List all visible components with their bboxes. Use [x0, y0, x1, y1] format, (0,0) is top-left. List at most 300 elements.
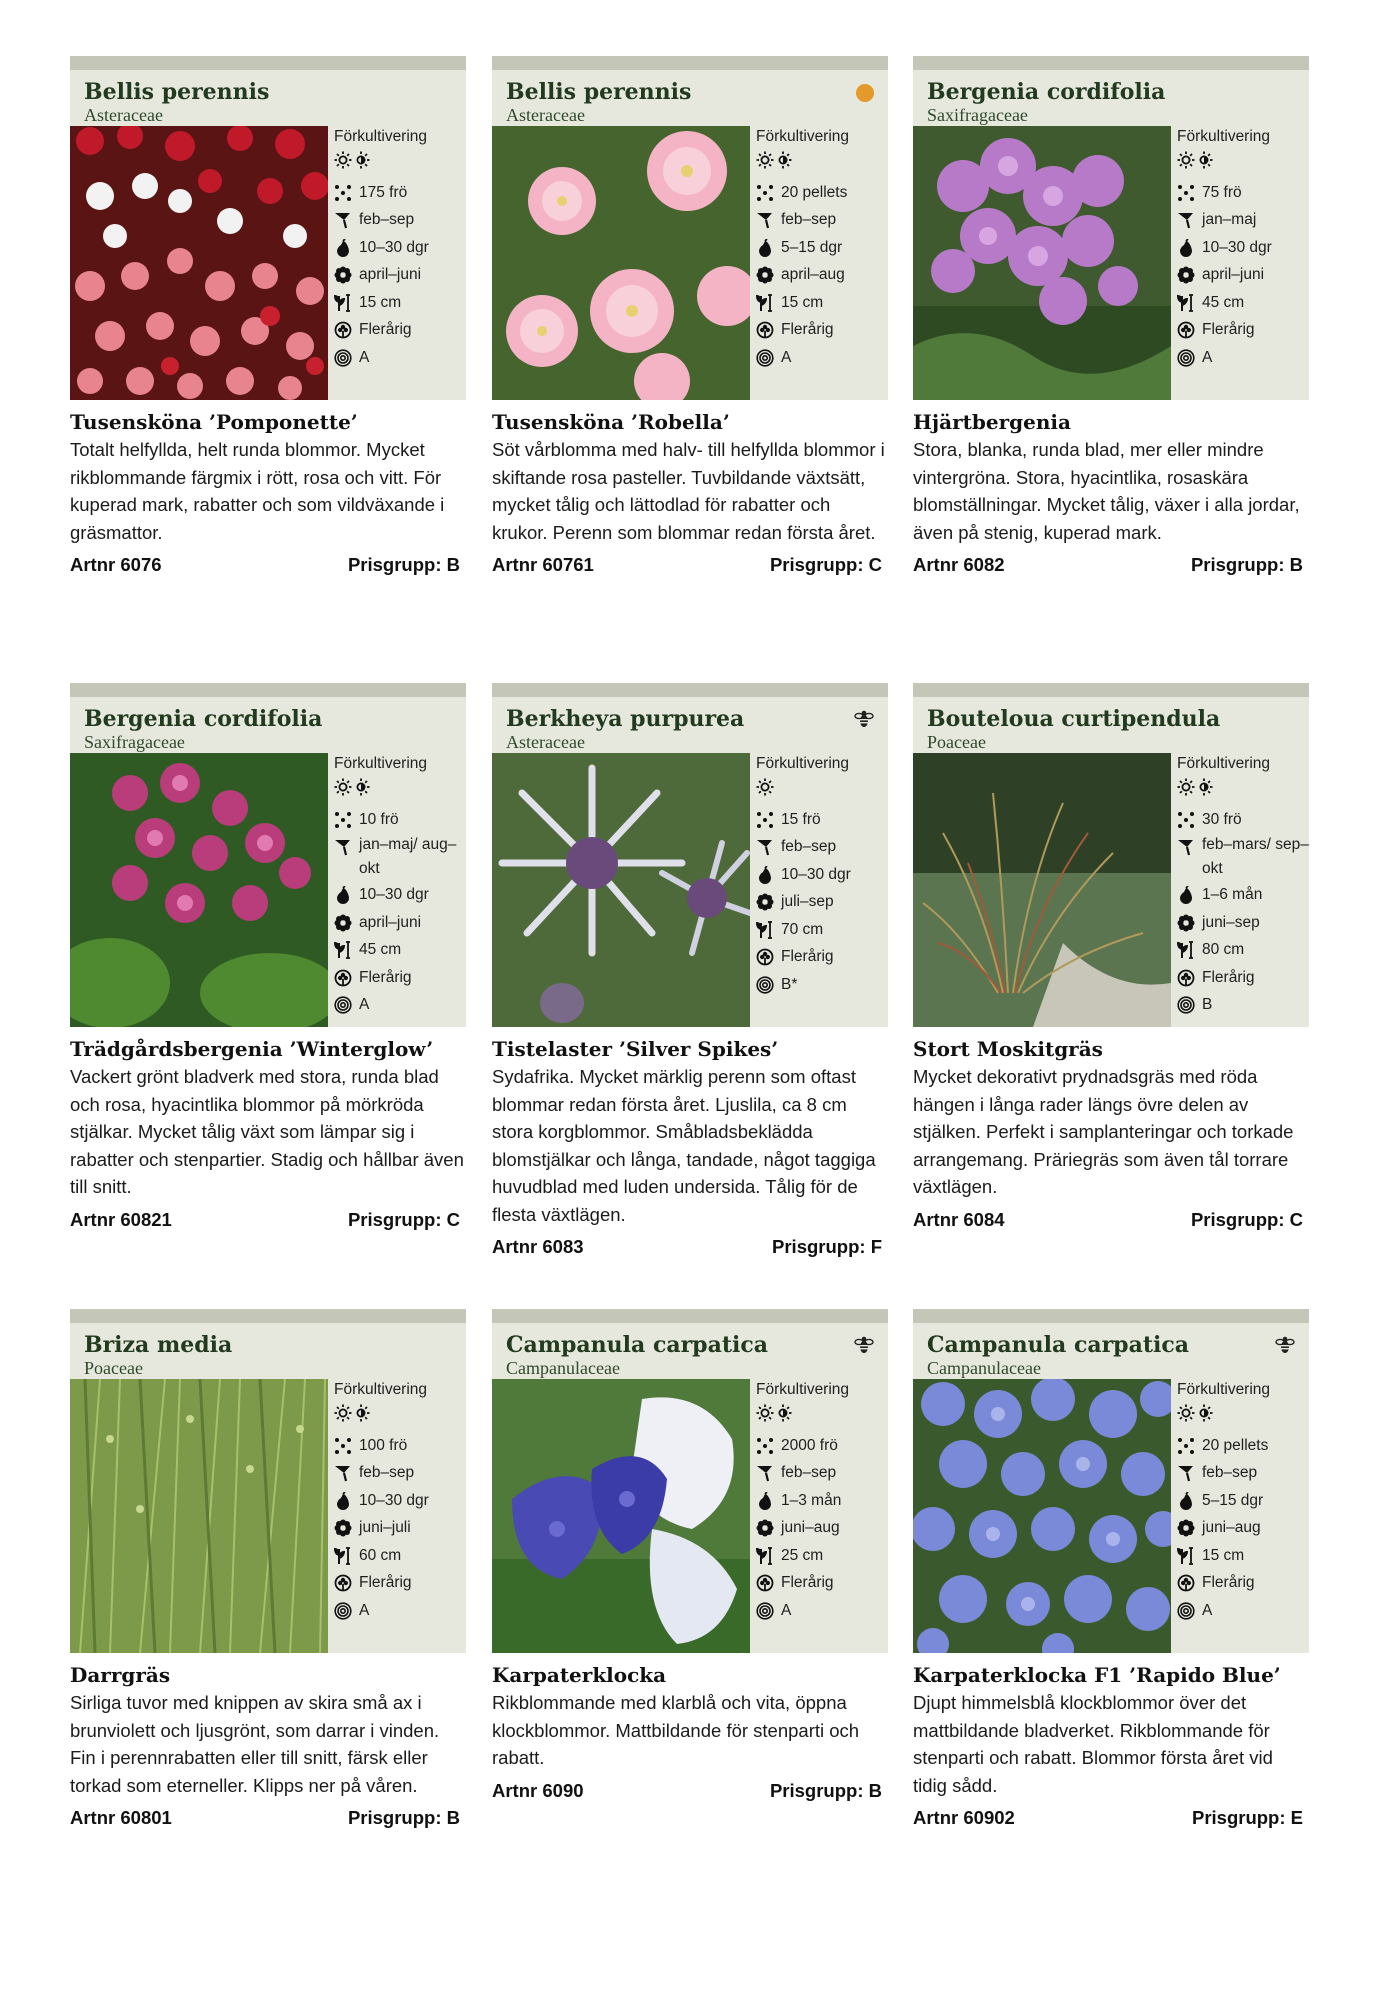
- facts-panel: [328, 753, 466, 1027]
- plant-height: 45 cm: [359, 941, 402, 958]
- price-group-value: B: [1289, 554, 1303, 575]
- seed-count: 30 frö: [1202, 810, 1242, 828]
- price-group: [1191, 554, 1303, 576]
- sun-icon: [756, 778, 774, 806]
- lifespan: Flerårig: [1202, 1574, 1255, 1591]
- height-icon: [1177, 1547, 1197, 1565]
- facts-panel: [328, 1379, 466, 1653]
- latin-name: Briza media: [84, 1332, 233, 1358]
- light-requirement: [756, 1404, 888, 1432]
- sun-icon: [1177, 1404, 1195, 1432]
- price-group-label: Prisgrupp:: [1190, 1208, 1285, 1230]
- seeds-icon: [334, 1437, 354, 1455]
- article-number-label: Artnr: [913, 1807, 959, 1828]
- sowing-time: feb–sep: [1202, 1464, 1258, 1481]
- price-group-value: E: [1290, 1807, 1303, 1828]
- germination-time: 10–30 dgr: [781, 865, 851, 883]
- facts-panel: [750, 753, 888, 1027]
- germination-time: 1–3 mån: [781, 1491, 842, 1509]
- latin-name: Bellis perennis: [506, 79, 692, 105]
- plant-photo: [913, 753, 1171, 1027]
- height-icon: [334, 941, 354, 959]
- seed-count: 15 frö: [781, 810, 821, 828]
- height-icon: [334, 1547, 354, 1565]
- article-number: [913, 1807, 1015, 1829]
- lifespan: Flerårig: [359, 321, 412, 338]
- latin-name: Campanula carpatica: [506, 1332, 768, 1358]
- sun-icon: [756, 1404, 774, 1432]
- article-number: [70, 1807, 172, 1829]
- seeds-icon: [756, 184, 776, 202]
- hardiness-zone: A: [359, 996, 370, 1013]
- family-name: Campanulaceae: [506, 1358, 620, 1378]
- lifespan: Flerårig: [781, 1574, 834, 1591]
- plant-height: 25 cm: [781, 1546, 824, 1564]
- article-number-label: Artnr: [70, 1208, 116, 1230]
- pre-cultivation-label: Förkultivering: [1177, 1381, 1271, 1398]
- family-name: Asteraceae: [506, 732, 585, 752]
- card-header: [70, 1309, 466, 1379]
- sowing-icon: [334, 1464, 354, 1482]
- pre-cultivation-label: Förkultivering: [1177, 755, 1271, 772]
- price-group-value: F: [870, 1236, 882, 1257]
- article-number-value: 60821: [120, 1208, 172, 1230]
- half-sun-icon: [352, 151, 370, 179]
- card-header: [492, 1309, 888, 1379]
- pre-cultivation-label: Förkultivering: [334, 1381, 428, 1398]
- flower-icon: [756, 1519, 776, 1537]
- zone-icon: [756, 349, 776, 367]
- height-icon: [1177, 941, 1197, 959]
- height-icon: [756, 1547, 776, 1565]
- price-group: [1192, 1807, 1303, 1829]
- sowing-icon: [1177, 211, 1197, 229]
- lifespan-icon: [334, 1574, 354, 1592]
- price-group: [770, 1780, 882, 1802]
- germination-icon: [334, 1492, 354, 1510]
- bee-icon: [854, 709, 874, 729]
- bloom-time: juni–sep: [1202, 913, 1260, 931]
- card-header: [492, 56, 888, 126]
- product-card: [913, 683, 1309, 1231]
- sowing-icon: [1177, 838, 1197, 856]
- latin-name: Bellis perennis: [84, 79, 270, 105]
- sun-icon: [1177, 151, 1195, 179]
- germination-icon: [334, 239, 354, 257]
- zone-icon: [1177, 349, 1197, 367]
- germination-icon: [1177, 239, 1197, 257]
- facts-panel: [750, 126, 888, 400]
- latin-name: Bergenia cordifolia: [84, 706, 323, 732]
- product-footer: [492, 554, 888, 576]
- pre-cultivation-label: Förkultivering: [334, 755, 428, 772]
- lifespan-icon: [756, 321, 776, 339]
- product-title: Tistelaster ’Silver Spikes’: [492, 1037, 779, 1061]
- price-group-label: Prisgrupp:: [772, 1236, 866, 1257]
- bloom-time: april–aug: [781, 266, 845, 283]
- price-group: [348, 554, 460, 576]
- price-group: [770, 554, 882, 576]
- sowing-time: feb–sep: [781, 838, 837, 855]
- zone-icon: [1177, 996, 1197, 1014]
- plant-height: 15 cm: [1202, 1546, 1245, 1564]
- lifespan-icon: [334, 969, 354, 987]
- seeds-icon: [1177, 1437, 1197, 1455]
- height-icon: [334, 294, 354, 312]
- price-group-label: Prisgrupp:: [1190, 554, 1285, 575]
- germination-time: 1–6 mån: [1202, 886, 1263, 903]
- price-group-value: B: [446, 1807, 460, 1828]
- germination-time: 10–30 dgr: [359, 238, 429, 256]
- flower-icon: [756, 893, 776, 911]
- article-number-value: 6084: [963, 1208, 1005, 1230]
- plant-height: 60 cm: [359, 1546, 402, 1564]
- seed-count: 10 frö: [359, 810, 399, 828]
- hardiness-zone: A: [1202, 1601, 1213, 1619]
- article-number: [492, 554, 594, 576]
- half-sun-icon: [352, 1404, 370, 1432]
- light-requirement: [1177, 1404, 1309, 1432]
- plant-photo: [492, 126, 750, 400]
- product-footer: [492, 1236, 888, 1258]
- product-description: Söt vårblomma med halv- till helfyllda blommor i skiftande rosa pasteller. Tuvbildande växtsätt, mycket tålig och lättodlad för rabatter och krukor. Perenn som blommar redan första året.: [492, 439, 885, 543]
- hardiness-zone: A: [781, 1601, 792, 1619]
- bloom-time: april–juni: [359, 266, 422, 283]
- price-group-label: Prisgrupp:: [769, 1779, 864, 1801]
- light-requirement: [334, 151, 466, 179]
- article-number-label: Artnr: [492, 554, 538, 575]
- bloom-time: juli–sep: [781, 893, 834, 910]
- pre-cultivation-label: Förkultivering: [756, 128, 850, 145]
- bloom-time: juni–juli: [359, 1519, 411, 1536]
- product-description: Vackert grönt bladverk med stora, runda blad och rosa, hyacintlika blommor på mörkröda stjälkar. Mycket tålig växt som lämpar sig i rabatter och stenpartier. Stadig och hållbar även till snitt.: [70, 1066, 464, 1197]
- half-sun-icon: [1195, 1404, 1213, 1432]
- plant-height: 15 cm: [781, 293, 824, 311]
- light-requirement: [1177, 778, 1309, 806]
- lifespan-icon: [334, 321, 354, 339]
- card-header: [913, 1309, 1309, 1379]
- zone-icon: [334, 996, 354, 1014]
- zone-icon: [334, 349, 354, 367]
- article-number-value: 60761: [542, 554, 594, 575]
- family-name: Saxifragaceae: [927, 105, 1028, 125]
- family-name: Saxifragaceae: [84, 732, 185, 752]
- card-header: [70, 683, 466, 753]
- lifespan: Flerårig: [359, 1574, 412, 1591]
- sun-icon: [756, 151, 774, 179]
- plant-height: 15 cm: [359, 293, 402, 311]
- seeds-icon: [756, 811, 776, 829]
- zone-icon: [334, 1602, 354, 1620]
- product-card: [70, 683, 466, 1231]
- product-card: [492, 683, 888, 1258]
- article-number-label: Artnr: [70, 1807, 116, 1828]
- bloom-time: april–juni: [1202, 266, 1265, 283]
- flower-icon: [1177, 914, 1197, 932]
- article-number-value: 6090: [542, 1779, 584, 1801]
- price-group-label: Prisgrupp:: [769, 554, 864, 575]
- article-number-label: Artnr: [913, 554, 959, 575]
- lifespan: Flerårig: [781, 948, 834, 965]
- facts-panel: [1171, 1379, 1309, 1653]
- price-group-label: Prisgrupp:: [347, 1807, 442, 1828]
- sowing-time: feb–sep: [781, 211, 837, 228]
- bee-icon: [854, 1335, 874, 1355]
- hardiness-zone: B*: [781, 975, 798, 993]
- bloom-time: juni–aug: [781, 1519, 840, 1536]
- seed-count: 20 pellets: [781, 183, 848, 201]
- article-number-label: Artnr: [70, 554, 116, 575]
- sowing-time: feb–sep: [359, 211, 415, 228]
- facts-panel: [750, 1379, 888, 1653]
- hardiness-zone: A: [1202, 348, 1213, 366]
- hardiness-zone: B: [1202, 996, 1213, 1013]
- price-group-value: B: [868, 1779, 882, 1801]
- article-number-value: 60801: [120, 1807, 172, 1828]
- seeds-icon: [334, 184, 354, 202]
- plant-photo: [913, 1379, 1171, 1653]
- hardiness-zone: A: [359, 348, 370, 366]
- price-group-value: B: [446, 554, 460, 575]
- family-name: Asteraceae: [506, 105, 585, 125]
- sowing-time: jan–maj: [1202, 211, 1257, 228]
- sowing-time: jan–maj/ aug–okt: [359, 836, 457, 877]
- germination-icon: [756, 1492, 776, 1510]
- pre-cultivation-label: Förkultivering: [756, 1381, 850, 1398]
- pre-cultivation-label: Förkultivering: [334, 128, 428, 145]
- product-description: Rikblommande med klarblå och vita, öppna klockblommor. Mattbildande för stenparti och rabatt.: [492, 1692, 860, 1768]
- article-number-label: Artnr: [913, 1208, 959, 1230]
- plant-height: 45 cm: [1202, 293, 1245, 311]
- bloom-time: juni–aug: [1202, 1519, 1261, 1536]
- sowing-time: feb–sep: [781, 1464, 837, 1481]
- product-description: Sirliga tuvor med knippen av skira små ax i brunviolett och ljusgrönt, som darrar i vinden. Fin i perennrabatten eller till snitt, färsk eller torkad som eterneller. Klipps ner på våren.: [70, 1692, 440, 1796]
- flower-icon: [756, 266, 776, 284]
- seed-count: 75 frö: [1202, 183, 1242, 201]
- sun-icon: [1177, 778, 1195, 806]
- price-group: [348, 1209, 460, 1231]
- plant-height: 80 cm: [1202, 941, 1245, 958]
- product-title: Tusensköna ’Pomponette’: [70, 410, 358, 434]
- bloom-time: april–juni: [359, 913, 422, 931]
- seeds-icon: [756, 1437, 776, 1455]
- germination-icon: [756, 866, 776, 884]
- germination-icon: [1177, 886, 1197, 904]
- flower-icon: [334, 266, 354, 284]
- light-requirement: [756, 778, 888, 806]
- seed-count: 175 frö: [359, 183, 408, 201]
- product-title: Trädgårdsbergenia ’Winterglow’: [70, 1037, 434, 1061]
- article-number-value: 6083: [542, 1236, 584, 1257]
- germination-time: 10–30 dgr: [359, 886, 429, 903]
- price-group-label: Prisgrupp:: [347, 1208, 442, 1230]
- hardiness-zone: A: [359, 1601, 370, 1619]
- germination-icon: [334, 886, 354, 904]
- article-number: [913, 1209, 1005, 1231]
- price-group-value: C: [446, 1208, 460, 1230]
- zone-icon: [756, 976, 776, 994]
- price-group-label: Prisgrupp:: [347, 554, 442, 575]
- product-title: Hjärtbergenia: [913, 410, 1071, 434]
- price-group-value: C: [868, 554, 882, 575]
- product-footer: [913, 554, 1309, 576]
- facts-panel: [1171, 126, 1309, 400]
- sowing-icon: [334, 838, 354, 856]
- plant-photo: [913, 126, 1171, 400]
- product-footer: [913, 1807, 1309, 1829]
- plant-height: 70 cm: [781, 920, 824, 938]
- product-title: Darrgräs: [70, 1663, 171, 1687]
- product-description: Totalt helfyllda, helt runda blommor. Mycket rikblommande färgmix i rött, rosa och vitt. För kuperad mark, rabatter och som vildväxande i gräsmattor.: [70, 439, 445, 543]
- germination-time: 5–15 dgr: [1202, 1491, 1264, 1509]
- sowing-icon: [756, 838, 776, 856]
- product-footer: [492, 1780, 888, 1802]
- height-icon: [756, 294, 776, 312]
- product-card: [913, 1309, 1309, 1829]
- plant-photo: [492, 753, 750, 1027]
- family-name: Poaceae: [84, 1358, 143, 1378]
- product-description: Djupt himmelsblå klockblommor över det mattbildande bladverket. Rikblommande för stenparti och rabatt. Blommor första året vid tidig sådd.: [913, 1692, 1273, 1796]
- product-title: Karpaterklocka F1 ’Rapido Blue’: [913, 1663, 1281, 1687]
- product-footer: [70, 1209, 466, 1231]
- latin-name: Campanula carpatica: [927, 1332, 1189, 1358]
- article-number-label: Artnr: [492, 1236, 538, 1257]
- article-number: [492, 1236, 584, 1258]
- light-requirement: [334, 1404, 466, 1432]
- article-number: [70, 554, 162, 576]
- family-name: Asteraceae: [84, 105, 163, 125]
- article-number-value: 6082: [963, 554, 1005, 575]
- card-header: [913, 56, 1309, 126]
- lifespan-icon: [756, 948, 776, 966]
- bee-icon: [1275, 1335, 1295, 1355]
- pre-cultivation-label: Förkultivering: [756, 755, 850, 772]
- orange-dot-icon: [856, 84, 874, 102]
- facts-panel: [1171, 753, 1309, 1027]
- half-sun-icon: [1195, 778, 1213, 806]
- light-requirement: [1177, 151, 1309, 179]
- family-name: Poaceae: [927, 732, 986, 752]
- price-group: [772, 1236, 882, 1258]
- half-sun-icon: [774, 151, 792, 179]
- plant-photo: [492, 1379, 750, 1653]
- seed-count: 20 pellets: [1202, 1436, 1269, 1454]
- sowing-time: feb–mars/ sep–okt: [1202, 836, 1309, 877]
- product-card: [492, 1309, 888, 1802]
- article-number: [492, 1780, 584, 1802]
- germination-icon: [1177, 1492, 1197, 1510]
- product-card: [492, 56, 888, 576]
- product-description: Sydafrika. Mycket märklig perenn som oftast blommar redan första året. Ljuslila, ca 8 cm stora korgblommor. Småbladsbeklädda blomstjälkar och långa, tandade, något taggiga huvudblad med luden undersida. Tålig för de flesta växtlägen.: [492, 1066, 876, 1225]
- lifespan-icon: [1177, 1574, 1197, 1592]
- article-number: [913, 554, 1005, 576]
- seeds-icon: [334, 811, 354, 829]
- hardiness-zone: A: [781, 348, 792, 366]
- sun-icon: [334, 1404, 352, 1432]
- latin-name: Bouteloua curtipendula: [927, 706, 1221, 732]
- plant-photo: [70, 753, 328, 1027]
- sowing-icon: [1177, 1464, 1197, 1482]
- product-title: Tusensköna ’Robella’: [492, 410, 730, 434]
- height-icon: [756, 921, 776, 939]
- plant-photo: [70, 1379, 328, 1653]
- card-header: [70, 56, 466, 126]
- lifespan: Flerårig: [1202, 321, 1255, 338]
- light-requirement: [334, 778, 466, 806]
- product-title: Karpaterklocka: [492, 1663, 667, 1687]
- lifespan: Flerårig: [781, 321, 834, 338]
- price-group-value: C: [1289, 1208, 1303, 1230]
- germination-icon: [756, 239, 776, 257]
- germination-time: 5–15 dgr: [781, 238, 843, 256]
- light-requirement: [756, 151, 888, 179]
- product-card: [70, 1309, 466, 1829]
- product-footer: [70, 1807, 466, 1829]
- flower-icon: [1177, 266, 1197, 284]
- lifespan-icon: [756, 1574, 776, 1592]
- product-title: Stort Moskitgräs: [913, 1037, 1103, 1061]
- price-group: [348, 1807, 460, 1829]
- lifespan-icon: [1177, 321, 1197, 339]
- pre-cultivation-label: Förkultivering: [1177, 128, 1271, 145]
- article-number-value: 60902: [963, 1807, 1015, 1828]
- zone-icon: [756, 1602, 776, 1620]
- seed-count: 2000 frö: [781, 1436, 838, 1454]
- product-card: [70, 56, 466, 576]
- lifespan: Flerårig: [359, 968, 412, 986]
- product-card: [913, 56, 1309, 576]
- sowing-icon: [756, 1464, 776, 1482]
- plant-photo: [70, 126, 328, 400]
- flower-icon: [334, 1519, 354, 1537]
- lifespan-icon: [1177, 969, 1197, 987]
- half-sun-icon: [352, 778, 370, 806]
- family-name: Campanulaceae: [927, 1358, 1041, 1378]
- product-description: Mycket dekorativt prydnadsgräs med röda hängen i långa rader längs övre delen av stjälken. Perfekt i samplanteringar och torkade arrangemang. Präriegräs som även tål torrare växtlägen.: [913, 1066, 1294, 1197]
- article-number: [70, 1209, 172, 1231]
- sun-icon: [334, 151, 352, 179]
- card-header: [913, 683, 1309, 753]
- article-number-value: 6076: [120, 554, 162, 575]
- seed-count: 100 frö: [359, 1436, 408, 1454]
- sowing-icon: [756, 211, 776, 229]
- sowing-time: feb–sep: [359, 1464, 415, 1481]
- sowing-icon: [334, 211, 354, 229]
- height-icon: [1177, 294, 1197, 312]
- germination-time: 10–30 dgr: [359, 1491, 429, 1509]
- seeds-icon: [1177, 811, 1197, 829]
- seeds-icon: [1177, 184, 1197, 202]
- product-description: Stora, blanka, runda blad, mer eller mindre vintergröna. Stora, hyacintlika, rosaskära blomställningar. Mycket tålig, växer i alla jordar, även på stenig, kuperad mark.: [913, 439, 1300, 543]
- card-header: [492, 683, 888, 753]
- product-footer: [913, 1209, 1309, 1231]
- facts-panel: [328, 126, 466, 400]
- sun-icon: [334, 778, 352, 806]
- latin-name: Bergenia cordifolia: [927, 79, 1166, 105]
- price-group-label: Prisgrupp:: [1191, 1807, 1286, 1828]
- product-footer: [70, 554, 466, 576]
- half-sun-icon: [774, 1404, 792, 1432]
- price-group: [1191, 1209, 1303, 1231]
- germination-time: 10–30 dgr: [1202, 238, 1272, 256]
- flower-icon: [1177, 1519, 1197, 1537]
- flower-icon: [334, 914, 354, 932]
- latin-name: Berkheya purpurea: [506, 706, 745, 732]
- half-sun-icon: [1195, 151, 1213, 179]
- article-number-label: Artnr: [492, 1779, 538, 1801]
- lifespan: Flerårig: [1202, 968, 1255, 986]
- zone-icon: [1177, 1602, 1197, 1620]
